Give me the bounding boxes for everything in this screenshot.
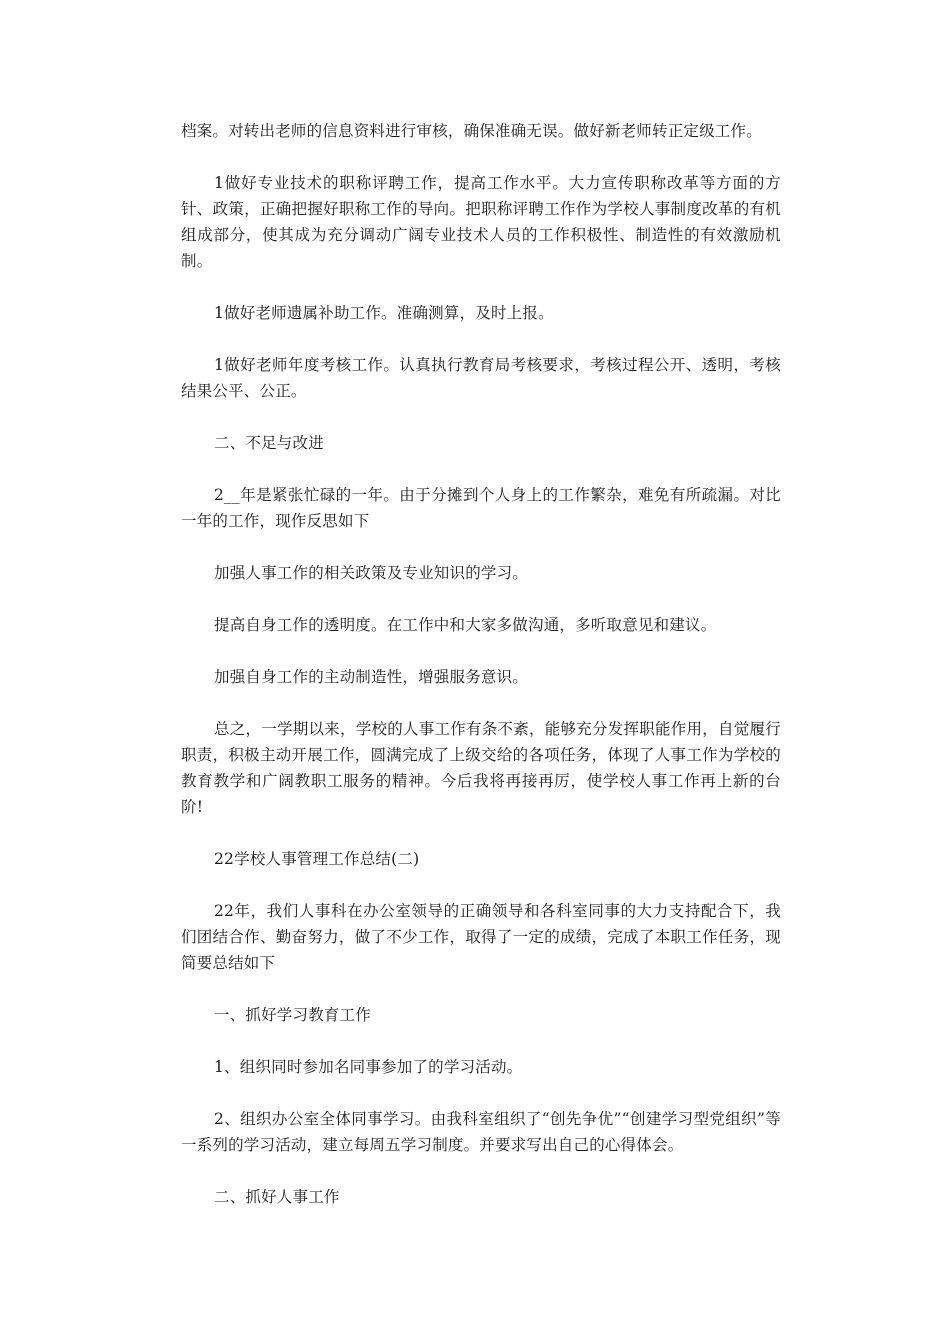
document-title-part-two: 22学校人事管理工作总结(二)	[214, 850, 420, 868]
paragraph-annual-assessment: 1做好老师年度考核工作。认真执行教育局考核要求，考核过程公开、透明，考核结果公平、公正。	[181, 356, 781, 400]
paragraph-archive-review: 档案。对转出老师的信息资料进行审核，确保准确无误。做好新老师转正定级工作。	[181, 122, 762, 140]
list-item-study-2: 2、组织办公室全体同事学习。由我科室组织了“创先争优”“创建学习型党组织”等一系列的学习活动，建立每周五学习制度。并要求写出自己的心得体会。	[181, 1110, 781, 1154]
paragraph-improve-transparency: 提高自身工作的透明度。在工作中和大家多做沟通，多听取意见和建议。	[214, 616, 717, 634]
paragraph-improve-study: 加强人事工作的相关政策及专业知识的学习。	[214, 564, 529, 582]
paragraph-year-reflection: 2__年是紧张忙碌的一年。由于分摊到个人身上的工作繁杂，难免有所疏漏。对比一年的工作，现作反思如下	[181, 486, 781, 530]
paragraph-conclusion: 总之，一学期以来，学校的人事工作有条不紊，能够充分发挥职能作用，自觉履行职责，积极主动开展工作，圆满完成了上级交给的各项任务，体现了人事工作为学校的教育教学和广阔教职工服务的精神。今后我将再接再厉，使学校人事工作再上新的台阶!	[181, 720, 781, 816]
section-heading-shortcomings: 二、不足与改进	[214, 434, 324, 452]
paragraph-intro-part-two: 22年，我们人事科在办公室领导的正确领导和各科室同事的大力支持配合下，我们团结合作、勤奋努力，做了不少工作，取得了一定的成绩，完成了本职工作任务，现简要总结如下	[181, 902, 781, 972]
paragraph-survivor-subsidy: 1做好老师遗属补助工作。准确测算，及时上报。	[214, 304, 554, 322]
document-page	[181, 118, 781, 1236]
list-item-study-1: 1、组织同时参加名同事参加了的学习活动。	[214, 1058, 523, 1076]
section-heading-personnel-work: 二、抓好人事工作	[214, 1188, 340, 1206]
section-heading-study-education: 一、抓好学习教育工作	[214, 1006, 372, 1024]
paragraph-improve-initiative: 加强自身工作的主动制造性，增强服务意识。	[214, 668, 529, 686]
paragraph-title-evaluation: 1做好专业技术的职称评聘工作，提高工作水平。大力宣传职称改革等方面的方针、政策，正确把握好职称工作的导向。把职称评聘工作作为学校人事制度改革的有机组成部分，使其成为充分调动广阔专业技术人员的工作积极性、制造性的有效激励机制。	[181, 174, 781, 270]
